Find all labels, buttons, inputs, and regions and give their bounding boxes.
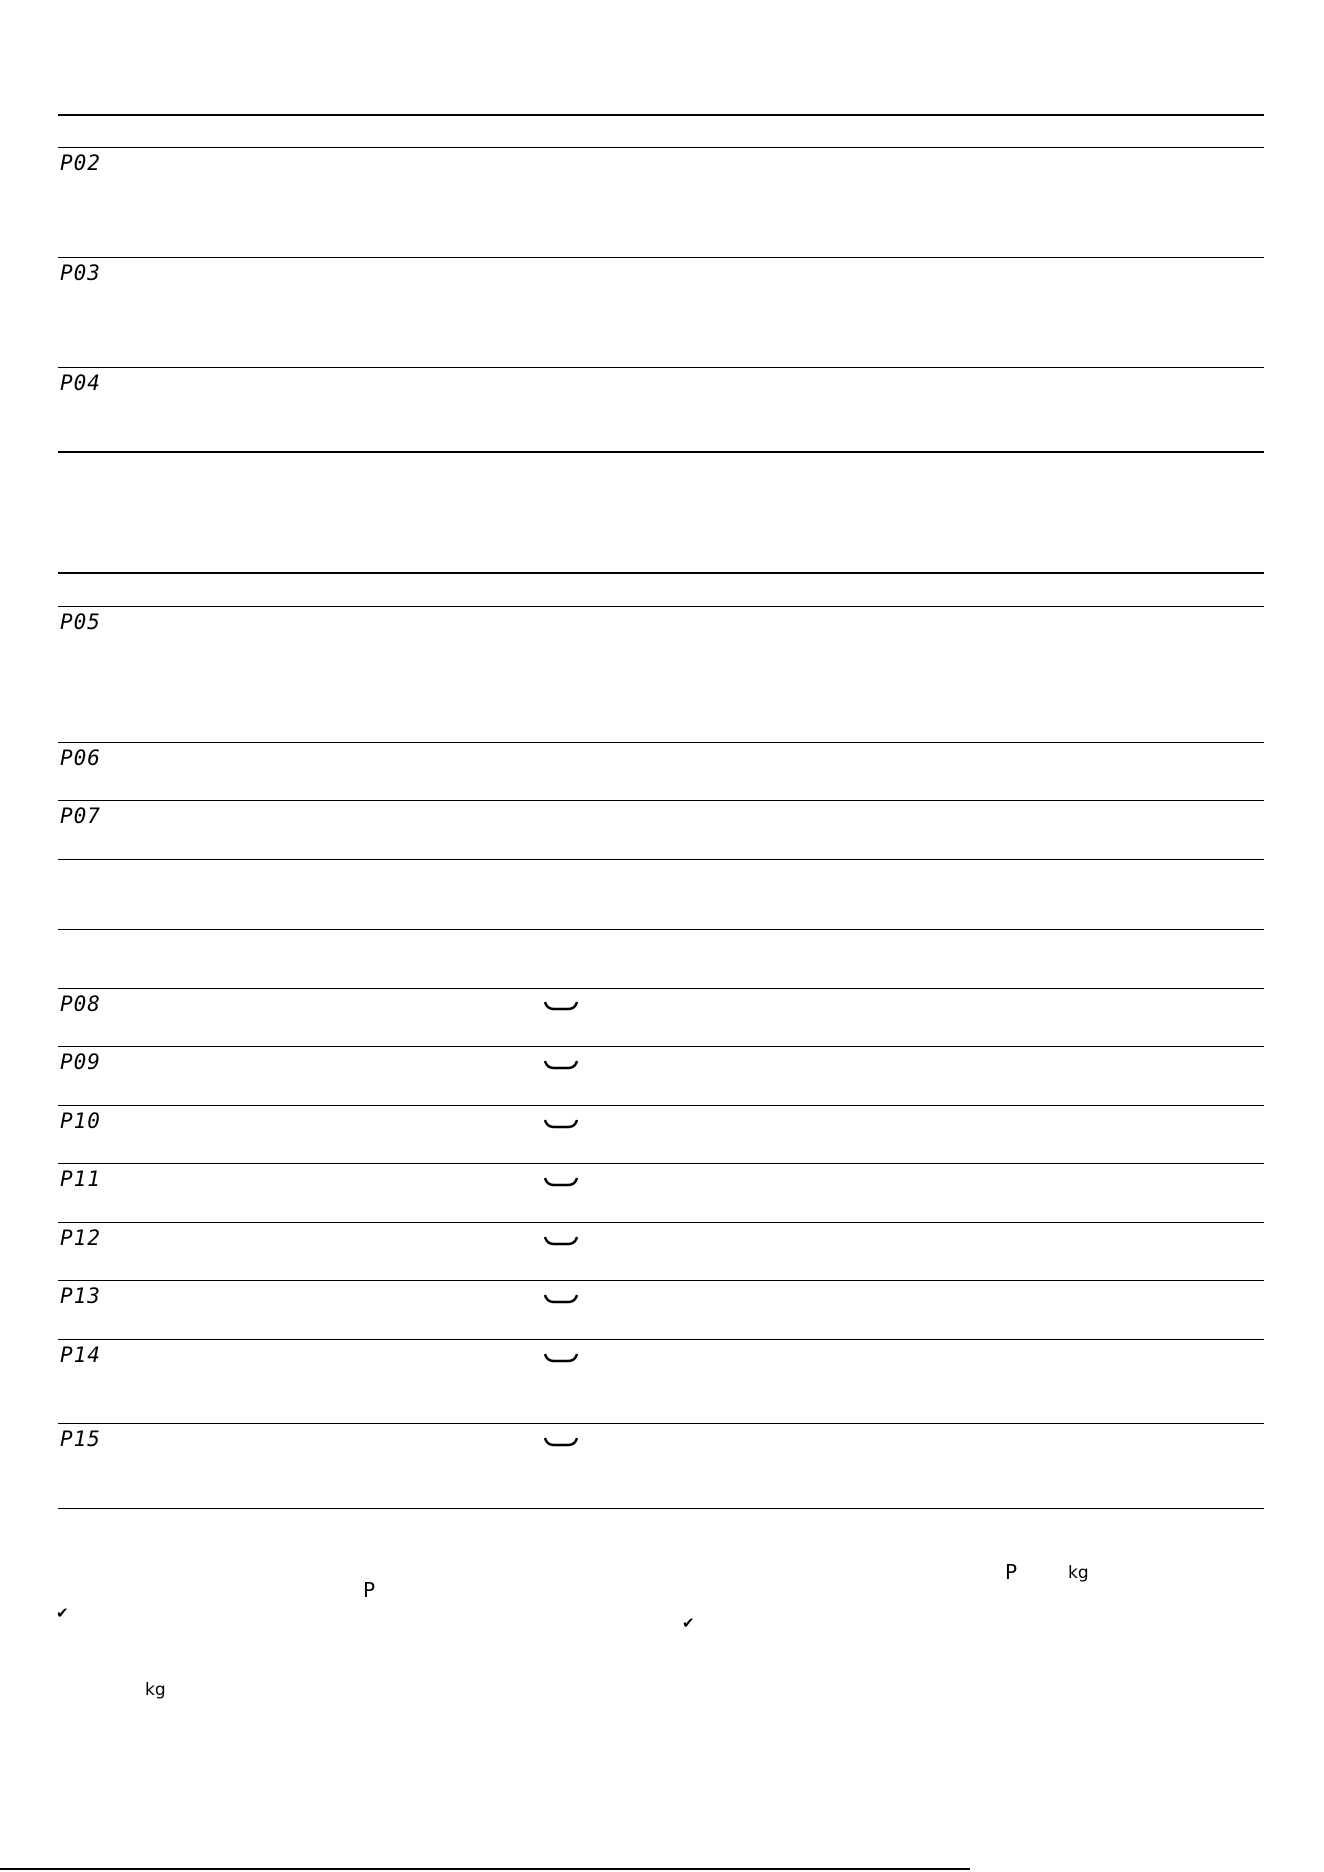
program-code: P07 [60, 804, 101, 828]
shallow-tub-icon [544, 1434, 578, 1450]
row-divider [58, 1105, 1264, 1106]
shallow-tub-icon [544, 1116, 578, 1132]
shallow-tub-icon [544, 1350, 578, 1366]
row-divider [58, 367, 1264, 368]
row-divider [58, 1339, 1264, 1340]
section-divider [58, 929, 1264, 930]
unit-kg: kg [1068, 1563, 1089, 1583]
program-code: P06 [60, 746, 101, 770]
program-code: P08 [60, 992, 101, 1016]
row-divider [58, 257, 1264, 258]
program-code: P03 [60, 261, 101, 285]
shallow-tub-icon [544, 1291, 578, 1307]
program-code: P13 [60, 1284, 101, 1308]
row-divider [58, 1222, 1264, 1223]
unit-kg: kg [145, 1680, 166, 1700]
program-code: P10 [60, 1109, 101, 1133]
shallow-tub-icon [544, 1233, 578, 1249]
shallow-tub-icon [544, 1174, 578, 1190]
program-symbol-p: P [363, 1578, 376, 1602]
table-1-header-rule [58, 114, 1264, 116]
row-divider [58, 1280, 1264, 1281]
program-code: P02 [60, 151, 101, 175]
row-divider [58, 859, 1264, 860]
row-divider [58, 742, 1264, 743]
table-2-header-rule [58, 572, 1264, 574]
check-icon: ✔ [56, 1604, 69, 1622]
row-divider [58, 1423, 1264, 1424]
table-2-bottom-rule [58, 1508, 1264, 1509]
row-divider [58, 988, 1264, 989]
program-code: P05 [60, 610, 101, 634]
program-symbol-p: P [1005, 1560, 1018, 1584]
check-icon: ✔ [682, 1614, 695, 1632]
program-code: P09 [60, 1050, 101, 1074]
row-divider [58, 1046, 1264, 1047]
program-code: P12 [60, 1226, 101, 1250]
program-code: P14 [60, 1343, 101, 1367]
table-1-bottom-rule [58, 451, 1264, 453]
program-code: P11 [60, 1167, 101, 1191]
table-1-header-bottom-rule [58, 147, 1264, 148]
page-footer-rule [0, 1868, 970, 1870]
row-divider [58, 800, 1264, 801]
row-divider [58, 1163, 1264, 1164]
shallow-tub-icon [544, 998, 578, 1014]
program-code: P15 [60, 1427, 101, 1451]
program-code: P04 [60, 371, 101, 395]
shallow-tub-icon [544, 1057, 578, 1073]
table-2-header-bottom-rule [58, 606, 1264, 607]
